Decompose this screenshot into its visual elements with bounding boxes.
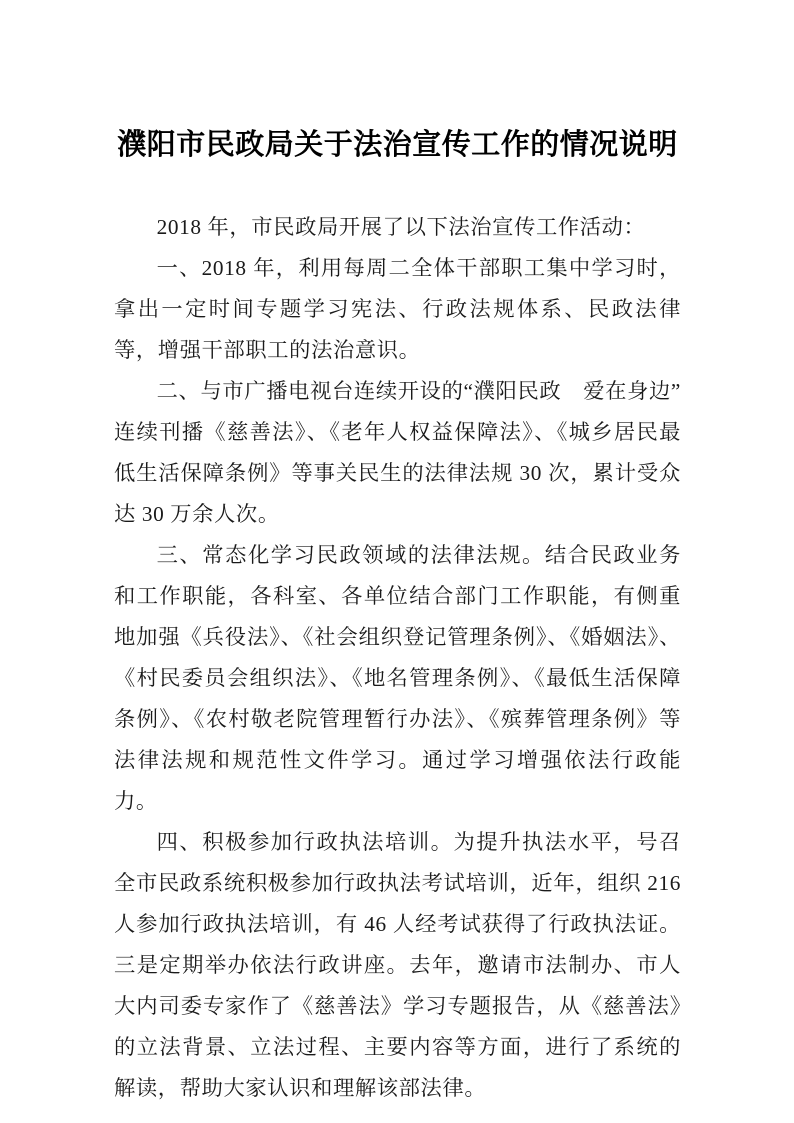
document-title: 濮阳市民政局关于法治宣传工作的情况说明 — [117, 129, 678, 161]
document-body — [114, 207, 681, 1109]
paragraph-item-3: 三、常态化学习民政领域的法律法规。结合民政业务和工作职能，各科室、各单位结合部门工作职能，有侧重地加强《兵役法》、《社会组织登记管理条例》、《婚姻法》、《村民委员会组织法》、《地名管理条例》、《最低生活保障条例》、《农村敬老院管理暂行办法》、《殡葬管理条例》等法律法规和规范性文件学习。通过学习增强依法行政能力。 — [114, 543, 681, 813]
paragraph-item-4: 四、积极参加行政执法培训。为提升执法水平，号召全市民政系统积极参加行政执法考试培训，近年，组织 216 人参加行政执法培训，有 46 人经考试获得了行政执法证。三是定期举办依法行政讲座。去年，邀请市法制办、市人大内司委专家作了《慈善法》学习专题报告，从《慈善法》的立法背景、立法过程、主要内容等方面，进行了系统的解读，帮助大家认识和理解该部法律。 — [114, 830, 681, 1100]
paragraph-item-1: 一、2018 年，利用每周二全体干部职工集中学习时，拿出一定时间专题学习宪法、行政法规体系、民政法律等，增强干部职工的法治意识。 — [114, 256, 681, 362]
paragraph-item-2: 二、与市广播电视台连续开设的“濮阳民政 爱在身边”连续刊播《慈善法》、《老年人权益保障法》、《城乡居民最低生活保障条例》等事关民生的法律法规 30 次，累计受众达 30 万余人次。 — [114, 379, 681, 526]
paragraph-intro: 2018 年，市民政局开展了以下法治宣传工作活动： — [156, 215, 646, 239]
